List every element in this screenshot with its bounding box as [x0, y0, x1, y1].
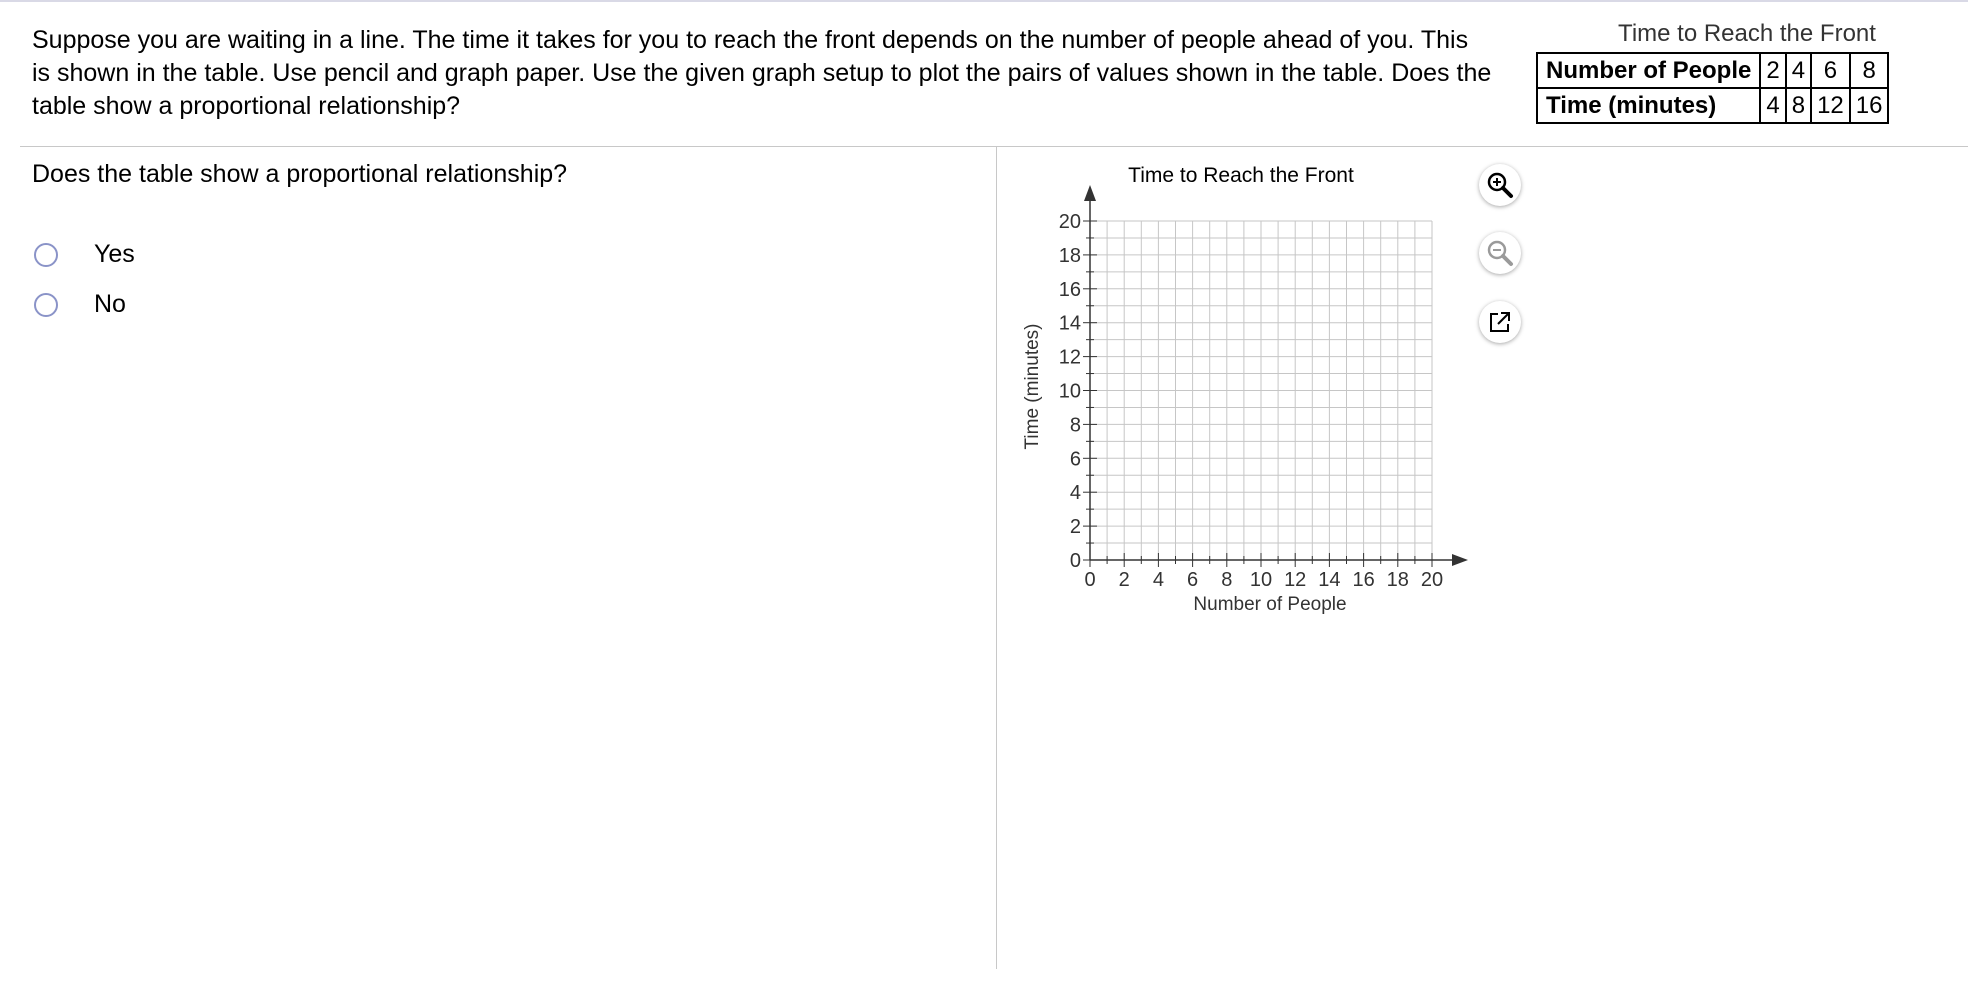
table-cell: 8	[1850, 53, 1889, 88]
graph-panel[interactable]	[1010, 158, 1480, 628]
popout-icon	[1487, 309, 1513, 335]
data-table-block	[1536, 20, 1954, 124]
data-table	[1536, 52, 1889, 124]
y-tick-label: 16	[1058, 278, 1081, 301]
horizontal-divider	[20, 146, 1968, 147]
table-cell: 16	[1850, 88, 1889, 123]
table-cell: 4	[1760, 88, 1785, 123]
table-row	[1537, 88, 1888, 123]
table-cell: 12	[1811, 88, 1850, 123]
y-tick-label: 14	[1058, 312, 1081, 335]
x-tick-label: 8	[1221, 569, 1233, 591]
zoom-out-button[interactable]	[1479, 232, 1521, 274]
x-tick-label: 16	[1352, 569, 1375, 591]
row-header: Number of People	[1537, 53, 1760, 88]
question-text: Suppose you are waiting in a line. The time it takes for you to reach the front depends on the number of people ahead of you. This is shown in the table. Use pencil and graph paper. Use the given graph setup to plot the pairs of values shown in the table. Does the table show a proportional relationship?	[32, 26, 1492, 120]
option-label[interactable]: Yes	[94, 240, 135, 268]
y-tick-label: 6	[1069, 448, 1081, 471]
radio-no[interactable]	[34, 293, 58, 317]
x-tick-label: 12	[1284, 569, 1307, 591]
y-tick-label: 2	[1069, 516, 1081, 539]
x-tick-label: 10	[1249, 569, 1273, 591]
radio-yes[interactable]	[34, 243, 58, 267]
y-tick-label: 8	[1069, 414, 1081, 437]
y-tick-label: 4	[1069, 482, 1081, 505]
x-tick-label: 18	[1386, 569, 1409, 591]
vertical-divider	[996, 147, 997, 969]
table-caption: Time to Reach the Front	[1618, 20, 1876, 47]
popout-button[interactable]	[1479, 301, 1521, 343]
x-axis-label: Number of People	[1193, 594, 1347, 615]
y-tick-label: 0	[1069, 550, 1081, 572]
x-tick-label: 6	[1187, 569, 1199, 591]
zoom-in-icon	[1485, 170, 1515, 200]
x-tick-label: 0	[1084, 569, 1096, 591]
x-axis-arrow	[1452, 554, 1468, 566]
x-tick-label: 14	[1318, 569, 1341, 591]
table-cell: 2	[1760, 53, 1785, 88]
table-cell: 8	[1786, 88, 1811, 123]
x-tick-label: 4	[1152, 569, 1164, 591]
y-tick-label: 12	[1058, 346, 1081, 369]
x-tick-label: 20	[1420, 569, 1444, 591]
y-axis-label: Time (minutes)	[1022, 323, 1043, 450]
option-no[interactable]	[34, 290, 126, 319]
zoom-out-icon	[1485, 238, 1515, 268]
y-tick-label: 20	[1058, 211, 1081, 233]
table-cell: 6	[1811, 53, 1850, 88]
y-axis-arrow	[1084, 185, 1096, 201]
table-row	[1537, 53, 1888, 88]
graph-title: Time to Reach the Front	[1128, 164, 1354, 187]
option-yes[interactable]	[34, 240, 135, 269]
table-cell: 4	[1786, 53, 1811, 88]
zoom-in-button[interactable]	[1479, 164, 1521, 206]
y-tick-label: 18	[1058, 244, 1081, 267]
y-tick-label: 10	[1058, 380, 1081, 403]
answer-prompt: Does the table show a proportional relationship?	[32, 160, 568, 188]
row-header: Time (minutes)	[1537, 88, 1760, 123]
top-border	[0, 0, 1968, 2]
option-label[interactable]: No	[94, 290, 126, 318]
x-tick-label: 2	[1118, 569, 1130, 591]
